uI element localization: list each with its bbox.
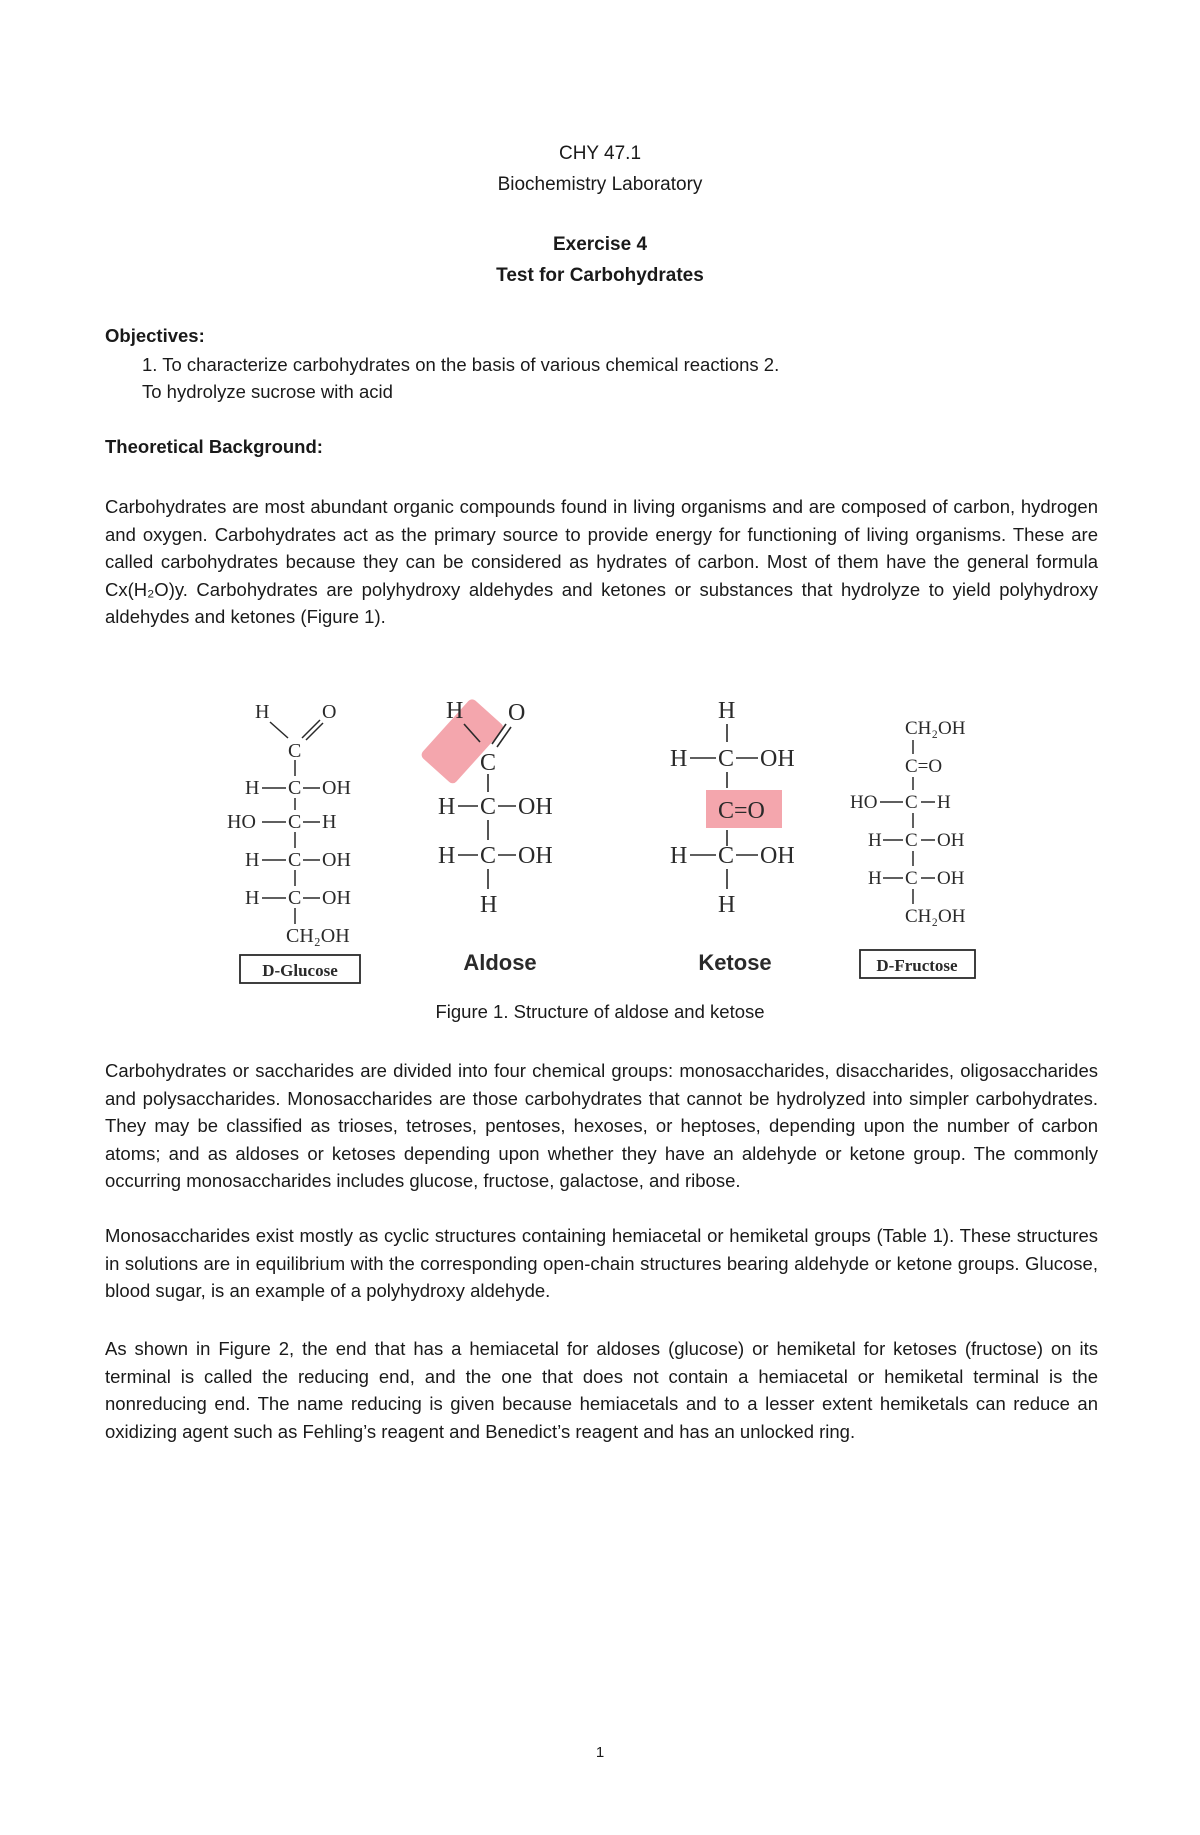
glucose-ch2oh: CH₂OH: [286, 925, 350, 947]
fructose-bottom: CH₂OH: [905, 906, 966, 927]
glucose-row3-h: H: [245, 849, 260, 871]
fructose-row4-oh: OH: [937, 868, 965, 889]
general-formula: Cx(H₂O)y: [105, 578, 183, 600]
fructose-top: CH₂OH: [905, 718, 966, 739]
objective-2: To hydrolyze sucrose with acid: [142, 381, 393, 402]
glucose-row1-oh: OH: [322, 777, 351, 799]
ketose-bottom-h: H: [718, 892, 736, 918]
aldose-row2-h: H: [438, 843, 456, 869]
paragraph-1-part1: Carbohydrates are most abundant organic compounds found in living organisms and are composed of carbon, hydrogen and oxygen. Carbohydrates act as the primary source to provide energy for functioning of living organisms. These are called carbohydrates because they can be considered as hydrates of carbon. Most of them have the general formula: [105, 496, 1098, 572]
fructose-row4-c: C: [905, 868, 918, 889]
aldose-label: Aldose: [463, 950, 537, 975]
paragraph-1-part2: . Carbohydrates are polyhydroxy aldehydes and ketones or substances that hydrolyze to yield polyhydroxy aldehydes and ketones (Figure 1).: [105, 578, 1098, 627]
background-heading: Theoretical Background:: [105, 436, 323, 457]
glucose-row4-c: C: [288, 887, 302, 909]
paragraph-1: [105, 493, 1098, 631]
glucose-row2-c: C: [288, 811, 302, 833]
ketose-row3-c: C: [718, 843, 735, 869]
aldose-top-o: O: [508, 700, 526, 726]
aldose-row1-h: H: [438, 794, 456, 820]
glucose-row4-oh: OH: [322, 887, 351, 909]
objectives-heading: Objectives:: [105, 325, 205, 346]
glucose-row1-h: H: [245, 777, 260, 799]
fructose-row2-c: C: [905, 792, 918, 813]
paragraph-4: As shown in Figure 2, the end that has a hemiacetal for aldoses (glucose) or hemiketal for ketoses (fructose) on its terminal is called the reducing end, and the one that does not contain a hemiacetal or hemiketal terminal is the nonreducing end. The name reducing is given because hemiacetals and to a lesser extent hemiketals can reduce an oxidizing agent such as Fehling’s reagent and Benedict’s reagent and has an unlocked ring.: [105, 1338, 1098, 1442]
glucose-row1-c: C: [288, 777, 302, 799]
figure-1-caption: Figure 1. Structure of aldose and ketose: [435, 1001, 765, 1022]
fructose-row3-oh: OH: [937, 830, 965, 851]
exercise-number: Exercise 4: [552, 234, 648, 255]
fructose-label: D-Fructose: [876, 956, 958, 975]
paragraph-3: Monosaccharides exist mostly as cyclic structures containing hemiacetal or hemiketal groups (Table 1). These structures in solutions are in equilibrium with the corresponding open-chain structures bearing aldehyde or ketone groups. Glucose, blood sugar, is an example of a polyhydroxy aldehyde.: [105, 1225, 1098, 1301]
aldose-row2-c: C: [480, 843, 497, 869]
glucose-row2-h: H: [322, 811, 337, 833]
ketose-top-h: H: [718, 698, 736, 724]
carbohydrate-structures: [210, 680, 1010, 1000]
fructose-row4-h: H: [868, 868, 882, 889]
lab-title: Biochemistry Laboratory: [497, 174, 703, 195]
aldose-bottom-h: H: [480, 892, 498, 918]
aldose-row2-oh: OH: [518, 843, 553, 869]
glucose-structure: [227, 701, 360, 983]
course-code: CHY 47.1: [558, 143, 642, 164]
ketose-row3-oh: OH: [760, 843, 795, 869]
fructose-structure: [850, 718, 975, 978]
figure-1: [210, 680, 1010, 1000]
aldose-row1-c: C: [480, 794, 497, 820]
ketose-row1-h: H: [670, 746, 688, 772]
glucose-c1: C: [288, 740, 302, 762]
fructose-carbonyl: C=O: [905, 756, 943, 777]
aldose-row1-oh: OH: [518, 794, 553, 820]
aldose-structure: [420, 697, 553, 975]
glucose-top-h: H: [255, 701, 270, 723]
fructose-row2-ho: HO: [850, 792, 878, 813]
glucose-row2-ho: HO: [227, 811, 256, 833]
ketose-row1-c: C: [718, 746, 735, 772]
fructose-row3-c: C: [905, 830, 918, 851]
glucose-row4-h: H: [245, 887, 260, 909]
glucose-top-o: O: [322, 701, 337, 723]
page-number: 1: [595, 1744, 605, 1761]
glucose-row3-c: C: [288, 849, 302, 871]
ketose-row1-oh: OH: [760, 746, 795, 772]
glucose-label: D-Glucose: [262, 961, 338, 980]
glucose-row3-oh: OH: [322, 849, 351, 871]
ketose-row3-h: H: [670, 843, 688, 869]
fructose-row2-h: H: [937, 792, 951, 813]
ketose-carbonyl: C=O: [718, 798, 765, 824]
ketose-label: Ketose: [698, 950, 772, 975]
fructose-row3-h: H: [868, 830, 882, 851]
objective-1: 1. To characterize carbohydrates on the basis of various chemical reactions 2.: [142, 354, 780, 375]
aldose-c1: C: [480, 750, 497, 776]
exercise-title: Test for Carbohydrates: [496, 265, 704, 286]
ketose-structure: [670, 698, 795, 975]
aldose-top-h: H: [446, 698, 464, 724]
paragraph-2: Carbohydrates or saccharides are divided into four chemical groups: monosaccharides, disaccharides, oligosaccharides and polysaccharides. Monosaccharides are those carbohydrates that cannot be hydrolyzed into simpler carbohydrates. They may be classified as trioses, tetroses, pentoses, hexoses, or heptoses, depending upon the number of carbon atoms; and as aldoses or ketoses depending upon whether they have an aldehyde or ketone group. The commonly occurring monosaccharides includes glucose, fructose, galactose, and ribose.: [105, 1060, 1098, 1191]
